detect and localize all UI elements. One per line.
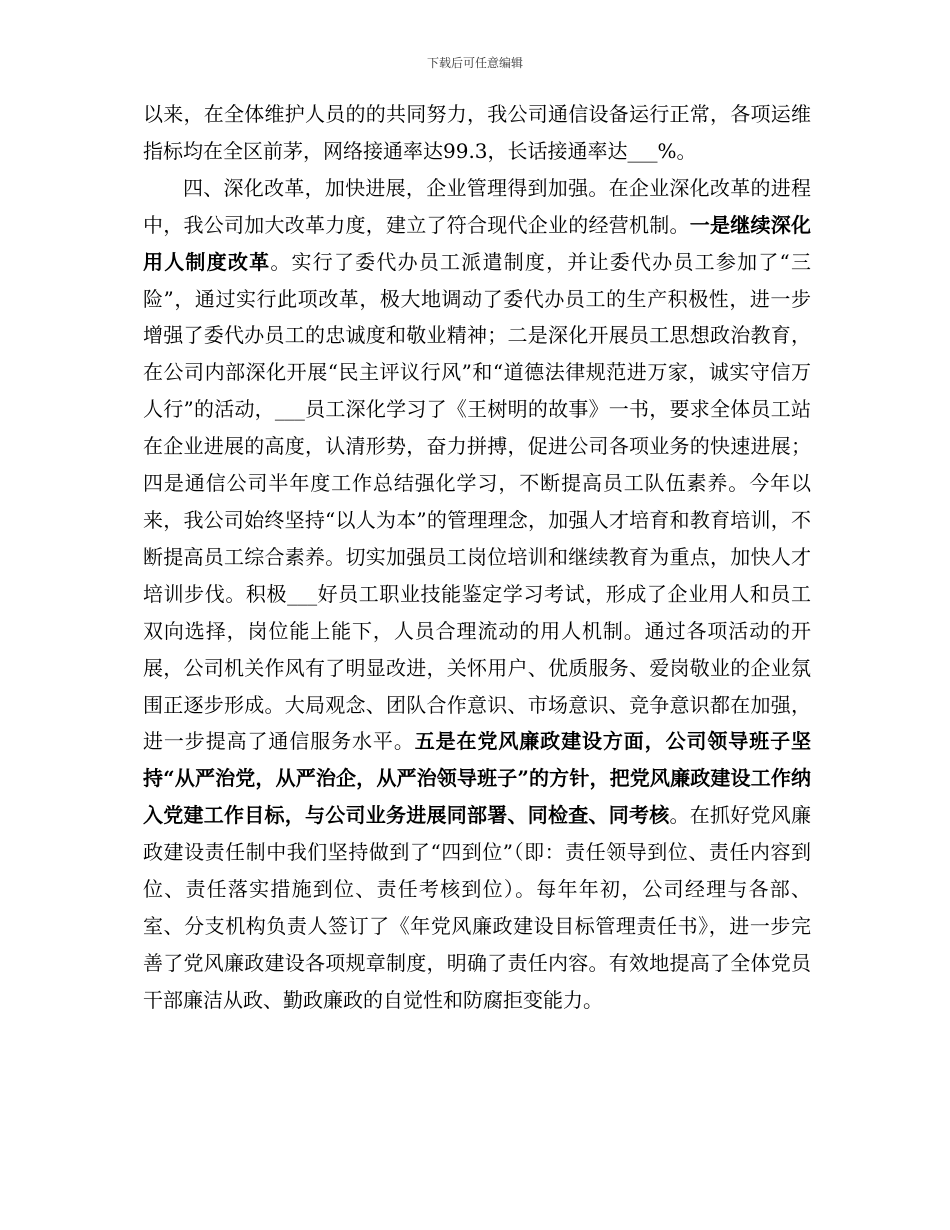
paragraph-1: 以来，在全体维护人员的的共同努力，我公司通信设备运行正常，各项运维指标均在全区前茅，网络接通率达99.3，长话接通率达___%。 bbox=[143, 102, 811, 163]
bold-heading-anticorruption: 五是在党风廉政建设方面，公司领导班子坚持“从严治党，从严治企，从严治领导班子”的方针，把党风廉政建设工作纳入党建工作目标，与公司业务进展同部署、同检查、同考核 bbox=[143, 729, 812, 828]
paragraph-2-closing: 。在抓好党风廉政建设责任制中我们坚持做到了“四到位”（即：责任领导到位、责任内容到位、责任落实措施到位、责任考核到位）。每年年初，公司经理与各部、室、分支机构负责人签订了《年党风廉政建设目标管理责任书》，进一步完善了党风廉政建设各项规章制度，明确了责任内容。有效地提高了全体党员干部廉洁从政、勤政廉政的自觉性和防腐拒变能力。 bbox=[143, 803, 811, 1012]
bold-heading-reform: 一是继续深化用人制度改革 bbox=[143, 212, 811, 274]
paragraph-2-intro: 四、深化改革，加快进展，企业管理得到加强。在企业深化改革的进程中，我公司加大改革力度，建立了符合现代企业的经营机制。 bbox=[143, 175, 811, 237]
page-header: 下载后可任意编辑 bbox=[426, 56, 523, 70]
document-body bbox=[143, 96, 811, 1019]
paragraph-2-body: 。实行了委代办员工派遣制度，并让委代办员工参加了“三险”，通过实行此项改革，极大地调动了委代办员工的生产积极性，进一步增强了委代办员工的忠诚度和敬业精神；二是深化开展员工思想政治教育，在公司内部深化开展“民主评议行风”和“道德法律规范进万家，诚实守信万人行”的活动，___员工深化学习了《王树明的故事》一书，要求全体员工站在企业进展的高度，认清形势，奋力拼搏，促进公司各项业务的快速进展；四是通信公司半年度工作总结强化学习，不断提高员工队伍素养。今年以来，我公司始终坚持“以人为本”的管理理念，加强人才培育和教育培训，不断提高员工综合素养。切实加强员工岗位培训和继续教育为重点，加快人才培训步伐。积极___好员工职业技能鉴定学习考试，形成了企业用人和员工双向选择，岗位能上能下，人员合理流动的用人机制。通过各项活动的开展，公司机关作风有了明显改进，关怀用户、优质服务、爱岗敬业的企业氛围正逐步形成。大局观念、团队合作意识、市场意识、竞争意识都在加强，进一步提高了通信服务水平。 bbox=[143, 249, 811, 754]
paragraph-2 bbox=[143, 170, 811, 1019]
